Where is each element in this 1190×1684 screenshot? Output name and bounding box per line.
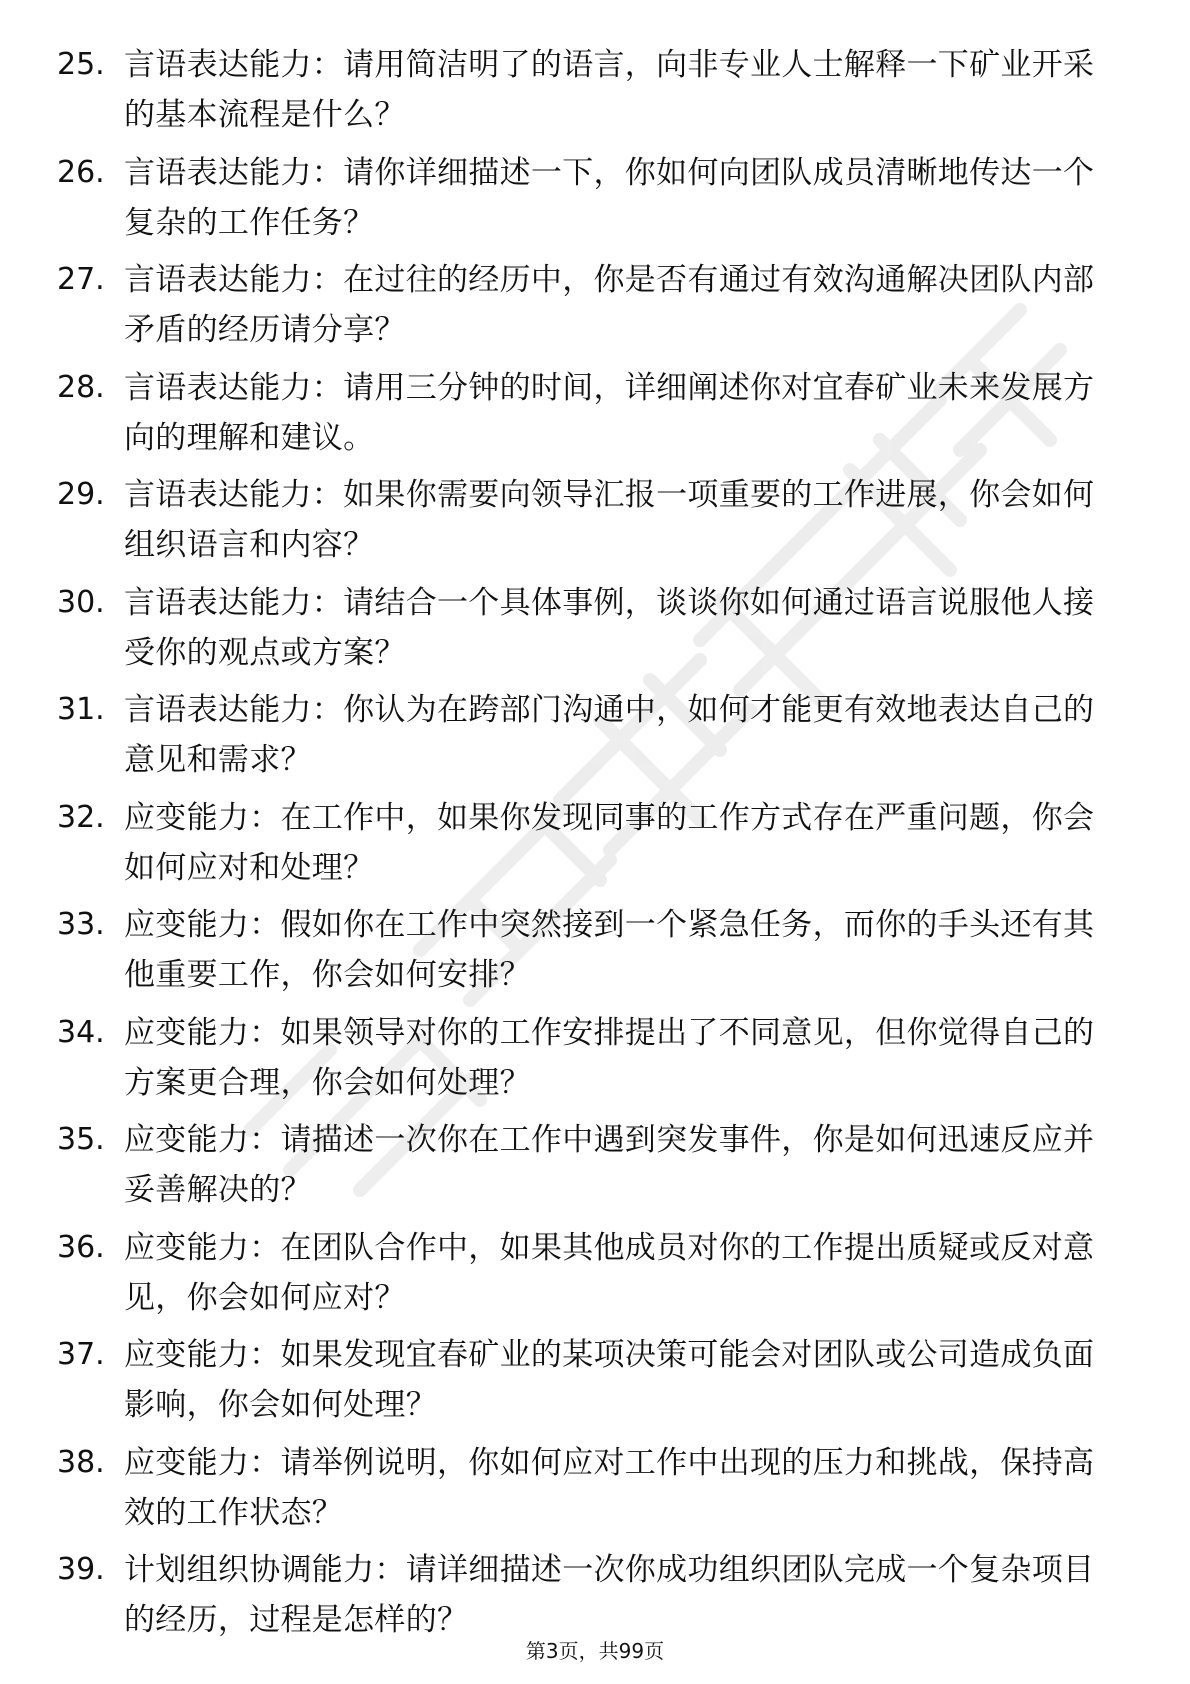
question-number: 33. [57,907,105,942]
question-item [0,470,1190,570]
question-text: 计划组织协调能力：请详细描述一次你成功组织团队完成一个复杂项目的经历，过程是怎样的？ [124,1552,1095,1638]
question-text: 言语表达能力：请用三分钟的时间，详细阐述你对宜春矿业未来发展方向的理解和建议。 [124,369,1095,456]
question-item [0,900,1190,1000]
question-text: 应变能力：在工作中，如果你发现同事的工作方式存在严重问题，你会如何应对和处理？ [124,799,1095,886]
question-item [0,1545,1190,1645]
question-number: 30. [57,584,105,620]
question-number: 35. [57,1122,105,1157]
question-item [0,40,1190,140]
question-number: 36. [57,1229,105,1265]
question-item [0,1008,1190,1108]
question-list [0,40,1190,1653]
question-text: 应变能力：请描述一次你在工作中遇到突发事件，你是如何迅速反应并妥善解决的？ [124,1122,1095,1208]
question-text: 应变能力：在团队合作中，如果其他成员对你的工作提出质疑或反对意见，你会如何应对？ [124,1229,1095,1316]
question-item [0,578,1190,678]
question-item [0,793,1190,893]
question-text: 应变能力：假如你在工作中突然接到一个紧急任务，而你的手头还有其他重要工作，你会如何安排？ [124,907,1095,993]
question-number: 26. [57,154,105,190]
question-number: 38. [57,1444,105,1480]
question-text: 言语表达能力：如果你需要向领导汇报一项重要的工作进展，你会如何组织语言和内容？ [124,477,1095,563]
question-number: 34. [57,1014,105,1050]
page-number-label: 第3页，共99页 [525,1639,665,1663]
question-number: 29. [57,477,105,512]
question-number: 25. [57,47,105,82]
question-item [0,148,1190,248]
question-text: 言语表达能力：你认为在跨部门沟通中，如何才能更有效地表达自己的意见和需求？ [124,692,1095,778]
question-number: 39. [57,1552,105,1587]
question-item [0,1438,1190,1538]
question-number: 32. [57,799,105,835]
question-text: 言语表达能力：在过往的经历中，你是否有通过有效沟通解决团队内部矛盾的经历请分享？ [124,262,1095,348]
question-text: 言语表达能力：请结合一个具体事例，谈谈你如何通过语言说服他人接受你的观点或方案？ [124,584,1095,671]
question-text: 应变能力：请举例说明，你如何应对工作中出现的压力和挑战，保持高效的工作状态？ [124,1444,1095,1531]
question-item [0,685,1190,785]
question-number: 31. [57,692,105,727]
question-text: 应变能力：如果领导对你的工作安排提出了不同意见，但你觉得自己的方案更合理，你会如何处理？ [124,1014,1095,1101]
page-footer [0,1636,1190,1666]
question-number: 37. [57,1337,105,1372]
question-item [0,363,1190,463]
question-number: 27. [57,262,105,297]
question-text: 应变能力：如果发现宜春矿业的某项决策可能会对团队或公司造成负面影响，你会如何处理？ [124,1337,1095,1423]
question-item [0,1330,1190,1430]
question-text: 言语表达能力：请你详细描述一下，你如何向团队成员清晰地传达一个复杂的工作任务？ [124,154,1095,241]
question-item [0,1223,1190,1323]
question-item [0,255,1190,355]
question-number: 28. [57,369,105,405]
question-item [0,1115,1190,1215]
question-text: 言语表达能力：请用简洁明了的语言，向非专业人士解释一下矿业开采的基本流程是什么？ [124,47,1095,133]
